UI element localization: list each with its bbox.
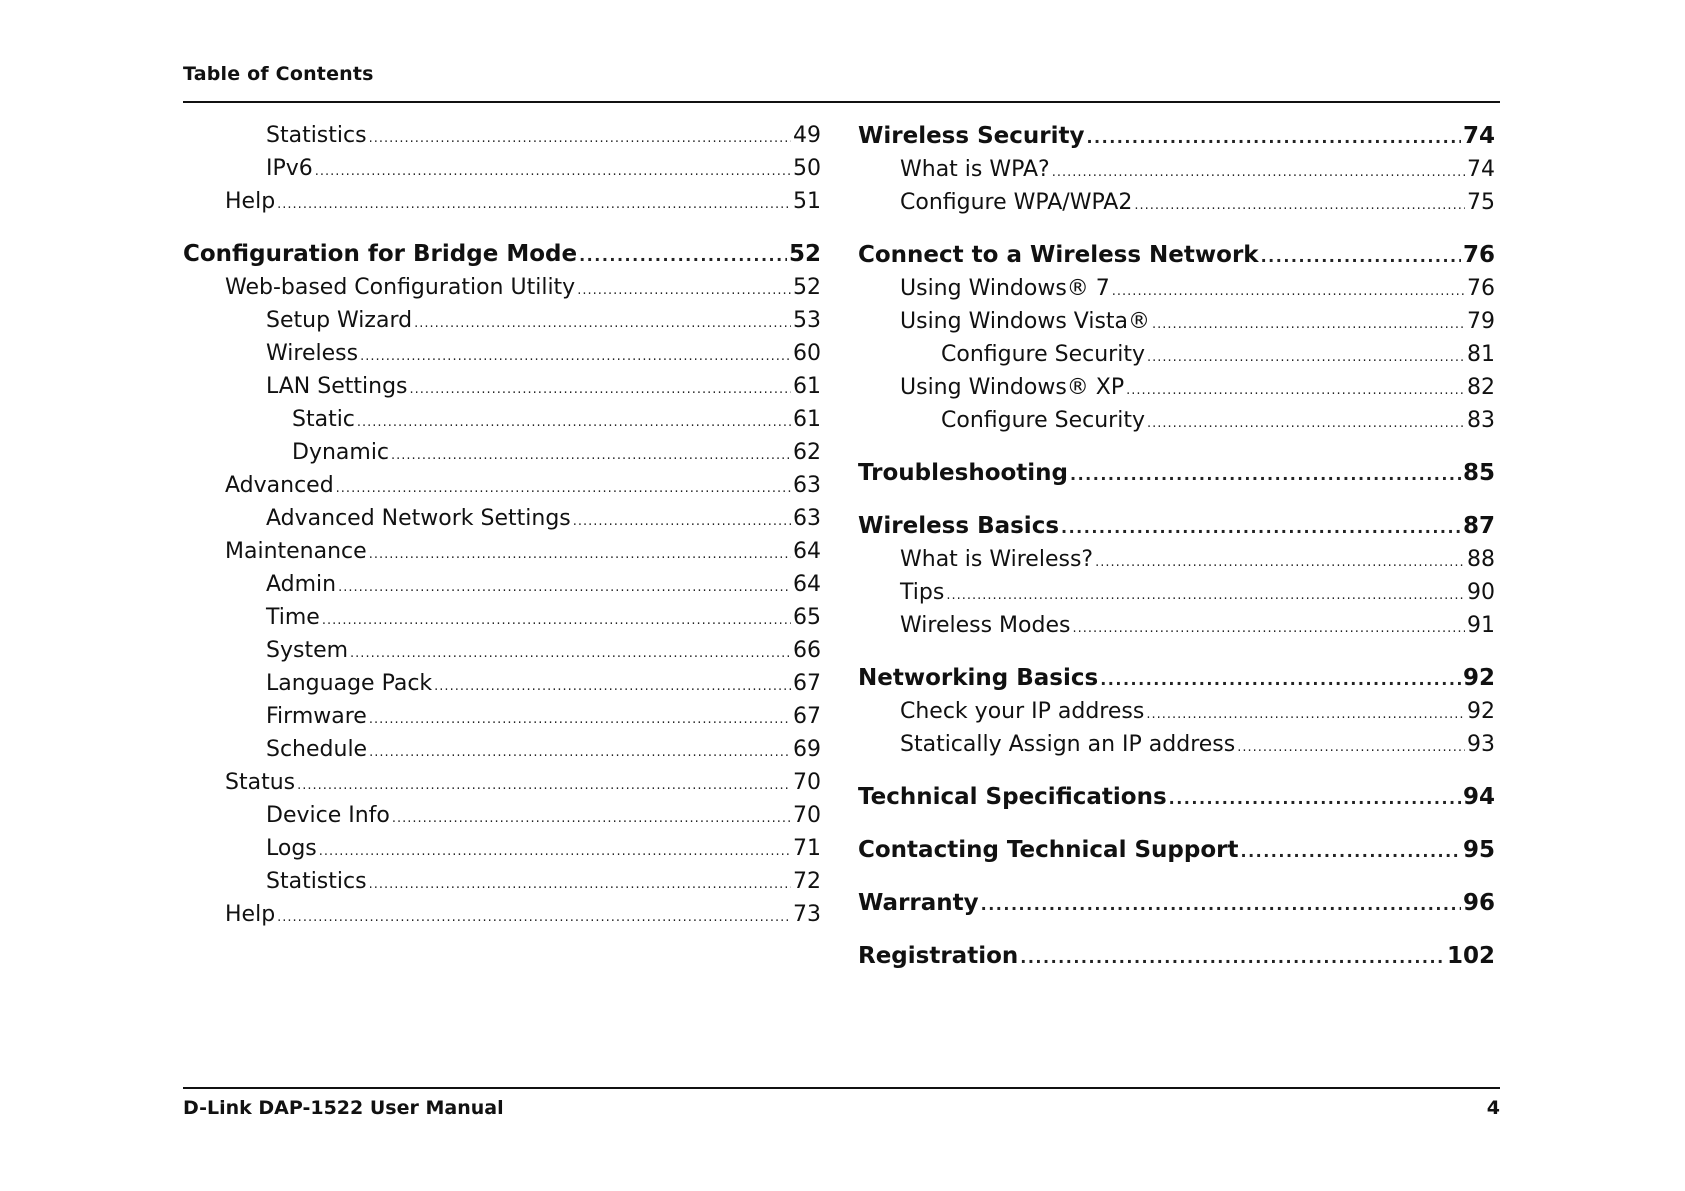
toc-entry[interactable]: [183, 469, 821, 502]
dot-leader: [1086, 121, 1461, 155]
dot-leader: [319, 835, 791, 868]
toc-entry-page: 64: [793, 572, 821, 597]
dot-leader: [414, 307, 791, 340]
toc-entry[interactable]: [183, 403, 821, 436]
dot-leader: [338, 571, 791, 604]
toc-entry-title: System: [266, 638, 349, 663]
toc-entry[interactable]: [183, 898, 821, 931]
toc-entry-title: Using Windows Vista®: [900, 309, 1151, 334]
toc-entry-title: Dynamic: [292, 440, 390, 465]
toc-entry-page: 87: [1462, 513, 1495, 539]
toc-entry-page: 70: [793, 770, 821, 795]
dot-leader: [277, 901, 791, 934]
toc-section-entry[interactable]: [858, 886, 1495, 920]
toc-entry-page: 92: [1462, 665, 1495, 691]
dot-leader: [946, 579, 1465, 612]
toc-entry-title: Tips: [900, 580, 945, 605]
dot-leader: [573, 505, 791, 538]
toc-entry-title: Help: [225, 902, 276, 927]
dot-leader: [1134, 189, 1465, 222]
toc-section-entry[interactable]: [858, 238, 1495, 272]
toc-entry-title: Statically Assign an IP address: [900, 732, 1236, 757]
toc-entry-title: Configure Security: [941, 408, 1145, 433]
toc-entry-page: 83: [1467, 408, 1495, 433]
toc-entry-title: Using Windows® XP: [900, 375, 1125, 400]
toc-entry-page: 85: [1462, 460, 1495, 486]
toc-entry-page: 69: [793, 737, 821, 762]
toc-section-entry[interactable]: [858, 509, 1495, 543]
toc-entry-page: 90: [1467, 580, 1495, 605]
toc-entry[interactable]: [858, 543, 1495, 576]
toc-entry-page: 88: [1467, 547, 1495, 572]
toc-entry[interactable]: [183, 370, 821, 403]
toc-entry[interactable]: [183, 535, 821, 568]
toc-entry-page: 61: [793, 407, 821, 432]
dot-leader: [981, 888, 1461, 922]
toc-entry[interactable]: [858, 728, 1495, 761]
toc-entry-page: 49: [793, 123, 821, 148]
toc-entry-page: 74: [1462, 123, 1495, 149]
dot-leader: [434, 670, 791, 703]
toc-entry-page: 76: [1462, 242, 1495, 268]
toc-entry-title: Configure Security: [941, 342, 1145, 367]
toc-entry[interactable]: [858, 695, 1495, 728]
toc-entry-page: 72: [793, 869, 821, 894]
toc-entry[interactable]: [183, 502, 821, 535]
toc-entry-page: 64: [793, 539, 821, 564]
toc-entry-page: 52: [788, 241, 821, 267]
dot-leader: [410, 373, 792, 406]
toc-entry[interactable]: [183, 271, 821, 304]
toc-entry[interactable]: [183, 766, 821, 799]
toc-entry-page: 63: [793, 473, 821, 498]
toc-entry[interactable]: [183, 568, 821, 601]
toc-entry[interactable]: [183, 119, 821, 152]
header-divider: [183, 101, 1500, 103]
toc-entry-title: Configure WPA/WPA2: [900, 190, 1133, 215]
toc-entry-title: Technical Specifications: [858, 784, 1167, 810]
toc-entry-page: 94: [1462, 784, 1495, 810]
dot-leader: [1095, 546, 1465, 579]
toc-entry-page: 51: [793, 189, 821, 214]
toc-entry-page: 95: [1462, 837, 1495, 863]
toc-entry-title: Status: [225, 770, 296, 795]
toc-entry-page: 81: [1467, 342, 1495, 367]
toc-entry-title: Connect to a Wireless Network: [858, 242, 1259, 268]
dot-leader: [1072, 612, 1465, 645]
dot-leader: [369, 868, 791, 901]
toc-entry-title: Maintenance: [225, 539, 367, 564]
toc-entry-title: Web-based Configuration Utility: [225, 275, 576, 300]
toc-entry-title: Statistics: [266, 123, 367, 148]
toc-entry-page: 79: [1467, 309, 1495, 334]
toc-entry-page: 73: [793, 902, 821, 927]
toc-entry[interactable]: [183, 634, 821, 667]
toc-entry-title: Wireless: [266, 341, 359, 366]
dot-leader: [369, 122, 791, 155]
toc-entry-page: 93: [1467, 732, 1495, 757]
toc-entry-page: 62: [793, 440, 821, 465]
toc-entry[interactable]: [183, 436, 821, 469]
dot-leader: [1126, 374, 1465, 407]
toc-entry-title: Wireless Modes: [900, 613, 1071, 638]
toc-entry-title: Schedule: [266, 737, 368, 762]
dot-leader: [297, 769, 791, 802]
toc-entry-title: Static: [292, 407, 355, 432]
dot-leader: [1061, 511, 1461, 545]
toc-entry-title: Configuration for Bridge Mode: [183, 241, 578, 267]
toc-entry-page: 92: [1467, 699, 1495, 724]
toc-entry-page: 96: [1462, 890, 1495, 916]
toc-entry[interactable]: [858, 338, 1495, 371]
toc-entry-page: 53: [793, 308, 821, 333]
toc-entry[interactable]: [858, 305, 1495, 338]
toc-entry[interactable]: [183, 304, 821, 337]
dot-leader: [579, 239, 787, 273]
dot-leader: [1261, 240, 1461, 274]
toc-entry[interactable]: [183, 667, 821, 700]
toc-entry-page: 65: [793, 605, 821, 630]
toc-entry-title: Advanced Network Settings: [266, 506, 571, 531]
toc-entry-page: 82: [1467, 375, 1495, 400]
toc-entry[interactable]: [858, 371, 1495, 404]
toc-left-column: [183, 119, 821, 931]
toc-section-entry[interactable]: [858, 939, 1495, 973]
toc-entry-title: Firmware: [266, 704, 367, 729]
footer-divider: [183, 1087, 1500, 1089]
dot-leader: [277, 188, 791, 221]
toc-entry-title: Time: [266, 605, 320, 630]
dot-leader: [1070, 458, 1461, 492]
toc-section-entry[interactable]: [858, 456, 1495, 490]
toc-entry-title: Wireless Basics: [858, 513, 1060, 539]
toc-entry-page: 61: [793, 374, 821, 399]
toc-entry-title: Using Windows® 7: [900, 276, 1110, 301]
toc-entry-title: Help: [225, 189, 276, 214]
dot-leader: [1147, 407, 1465, 440]
dot-leader: [1020, 941, 1445, 975]
toc-section-entry[interactable]: [183, 237, 821, 271]
dot-leader: [360, 340, 791, 373]
dot-leader: [1237, 731, 1465, 764]
dot-leader: [1112, 275, 1465, 308]
toc-entry-title: Advanced: [225, 473, 334, 498]
toc-entry[interactable]: [183, 185, 821, 218]
dot-leader: [1152, 308, 1465, 341]
toc-entry-page: 70: [793, 803, 821, 828]
toc-entry[interactable]: [858, 609, 1495, 642]
toc-entry-title: Logs: [266, 836, 317, 861]
toc-entry-title: What is Wireless?: [900, 547, 1094, 572]
dot-leader: [1240, 835, 1461, 869]
toc-entry-title: Registration: [858, 943, 1019, 969]
dot-leader: [1147, 341, 1465, 374]
toc-entry[interactable]: [183, 799, 821, 832]
toc-section-entry[interactable]: [858, 119, 1495, 153]
dot-leader: [322, 604, 791, 637]
toc-entry-title: Troubleshooting: [858, 460, 1069, 486]
toc-entry-title: Networking Basics: [858, 665, 1099, 691]
dot-leader: [1146, 698, 1465, 731]
toc-entry-page: 60: [793, 341, 821, 366]
toc-entry-page: 63: [793, 506, 821, 531]
toc-entry-title: Contacting Technical Support: [858, 837, 1239, 863]
toc-entry[interactable]: [183, 337, 821, 370]
toc-entry[interactable]: [183, 832, 821, 865]
dot-leader: [357, 406, 791, 439]
dot-leader: [369, 703, 791, 736]
toc-entry[interactable]: [858, 576, 1495, 609]
toc-section-entry[interactable]: [858, 833, 1495, 867]
toc-entry-title: Statistics: [266, 869, 367, 894]
toc-entry-title: Wireless Security: [858, 123, 1085, 149]
toc-entry-page: 66: [793, 638, 821, 663]
toc-entry-title: Language Pack: [266, 671, 433, 696]
toc-entry[interactable]: [183, 601, 821, 634]
toc-entry-title: IPv6: [266, 156, 313, 181]
toc-entry-page: 71: [793, 836, 821, 861]
toc-entry-page: 76: [1467, 276, 1495, 301]
toc-entry-page: 102: [1446, 943, 1495, 969]
toc-entry-page: 50: [793, 156, 821, 181]
toc-entry-title: What is WPA?: [900, 157, 1050, 182]
dot-leader: [336, 472, 791, 505]
page-title: Table of Contents: [183, 63, 374, 85]
toc-entry[interactable]: [183, 733, 821, 766]
toc-entry[interactable]: [858, 404, 1495, 437]
toc-entry-page: 74: [1467, 157, 1495, 182]
dot-leader: [369, 736, 791, 769]
toc-entry[interactable]: [858, 153, 1495, 186]
dot-leader: [391, 439, 791, 472]
toc-entry-page: 67: [793, 704, 821, 729]
toc-entry[interactable]: [183, 865, 821, 898]
toc-entry[interactable]: [858, 272, 1495, 305]
toc-entry[interactable]: [183, 700, 821, 733]
toc-entry-page: 67: [793, 671, 821, 696]
dot-leader: [1052, 156, 1465, 189]
dot-leader: [369, 538, 791, 571]
dot-leader: [315, 155, 791, 188]
toc-entry-page: 91: [1467, 613, 1495, 638]
footer-page-number: 4: [1486, 1097, 1500, 1119]
toc-entry-title: Setup Wizard: [266, 308, 413, 333]
toc-entry[interactable]: [183, 152, 821, 185]
toc-entry[interactable]: [858, 186, 1495, 219]
toc-entry-title: Device Info: [266, 803, 390, 828]
toc-entry-title: Check your IP address: [900, 699, 1145, 724]
dot-leader: [350, 637, 791, 670]
footer-manual-title: D-Link DAP-1522 User Manual: [183, 1097, 504, 1119]
toc-entry-title: Warranty: [858, 890, 979, 916]
dot-leader: [392, 802, 791, 835]
toc-right-column: [858, 119, 1495, 973]
toc-entry-title: LAN Settings: [266, 374, 408, 399]
dot-leader: [1100, 663, 1461, 697]
toc-section-entry[interactable]: [858, 661, 1495, 695]
toc-section-entry[interactable]: [858, 780, 1495, 814]
toc-entry-title: Admin: [266, 572, 337, 597]
dot-leader: [1169, 782, 1461, 816]
dot-leader: [577, 274, 791, 307]
toc-entry-page: 75: [1467, 190, 1495, 215]
toc-entry-page: 52: [793, 275, 821, 300]
